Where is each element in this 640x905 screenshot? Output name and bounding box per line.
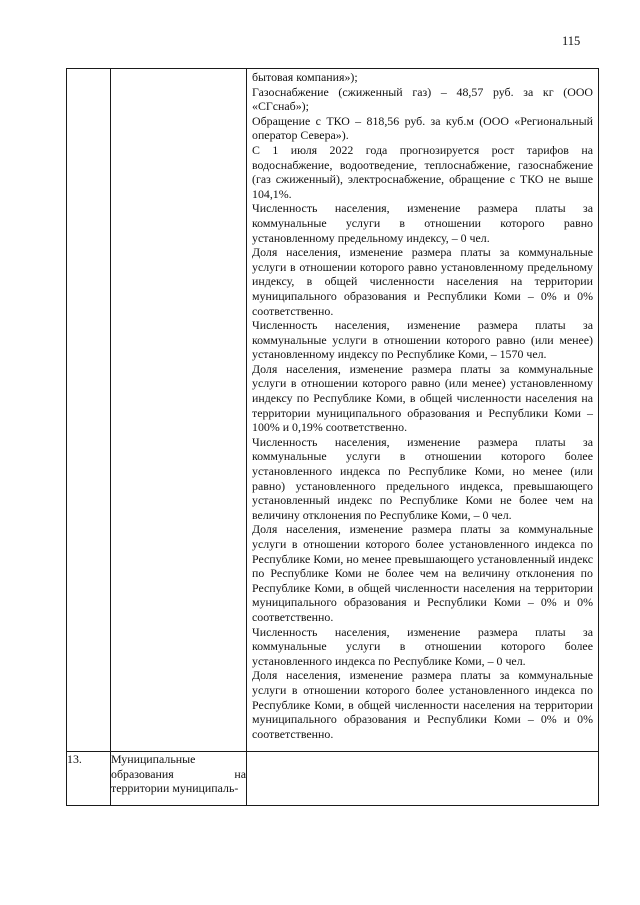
paragraph: Численность населения, изменение размера платы за коммунальные услуги в отношении которого равно установленному предельному индексу, – 0 чел. bbox=[252, 201, 593, 245]
row-name-cell: Муниципальные образования на территории муниципаль- bbox=[111, 752, 247, 806]
page-number: 115 bbox=[562, 34, 581, 48]
paragraph: Газоснабжение (сжиженный газ) – 48,57 руб. за кг (ООО «СГснаб»); bbox=[252, 84, 593, 114]
description-text bbox=[247, 752, 598, 755]
paragraph: Численность населения, изменение размера платы за коммунальные услуги в отношении которого более установленного индекса по Республике Коми, но менее (или равно) установленного предельного индекса, превышающего установленный индекс по Республике Коми не более чем на величину отклонения по Республике Коми, – 0 чел. bbox=[252, 434, 593, 522]
paragraph: Доля населения, изменение размера платы за коммунальные услуги в отношении которого равно установленному предельному индексу, в общей численности населения на территории муниципального образования и Республики Коми – 0% и 0% соответственно. bbox=[252, 245, 593, 318]
description-text bbox=[247, 69, 598, 743]
row-name-cell bbox=[111, 69, 247, 752]
paragraph: Доля населения, изменение размера платы за коммунальные услуги в отношении которого равно (или менее) установленному индексу по Республике Коми, в общей численности населения на территории муниципального образования и Республики Коми – 100% и 0,19% соответственно. bbox=[252, 361, 593, 435]
tariff-table bbox=[66, 68, 599, 806]
table-row bbox=[67, 69, 599, 752]
paragraph: Численность населения, изменение размера платы за коммунальные услуги в отношении которого равно (или менее) установленному индексу по Республике Коми, – 1570 чел. bbox=[252, 318, 593, 362]
row-description-cell bbox=[247, 752, 599, 806]
row-number-cell: 13. bbox=[67, 752, 111, 806]
paragraph: Численность населения, изменение размера платы за коммунальные услуги в отношении которого более установленного индекса по Республике Коми, – 0 чел. bbox=[252, 624, 593, 668]
row-number-cell bbox=[67, 69, 111, 752]
paragraph: С 1 июля 2022 года прогнозируется рост тарифов на водоснабжение, водоотведение, теплоснабжение, газоснабжение (газ сжиженный), электроснабжение, обращение с ТКО не выше 104,1%. bbox=[252, 142, 593, 201]
table-row bbox=[67, 752, 599, 806]
paragraph: Обращение с ТКО – 818,56 руб. за куб.м (ООО «Региональный оператор Севера»). bbox=[252, 113, 593, 143]
row-description-cell bbox=[247, 69, 599, 752]
paragraph: Доля населения, изменение размера платы за коммунальные услуги в отношении которого более установленного индекса по Республике Коми, но менее превышающего установленный индекс по Республике Коми не более чем на величину отклонения по Республике Коми, в общей численности населения на территории муниципального образования и Республики Коми – 0% и 0% соответственно. bbox=[252, 522, 593, 624]
paragraph: Доля населения, изменение размера платы за коммунальные услуги в отношении которого более установленного индекса по Республике Коми, в общей численности населения на территории муниципального образования и Республики Коми – 0% и 0% соответственно. bbox=[252, 668, 593, 741]
paragraph: бытовая компания»); bbox=[252, 70, 358, 84]
